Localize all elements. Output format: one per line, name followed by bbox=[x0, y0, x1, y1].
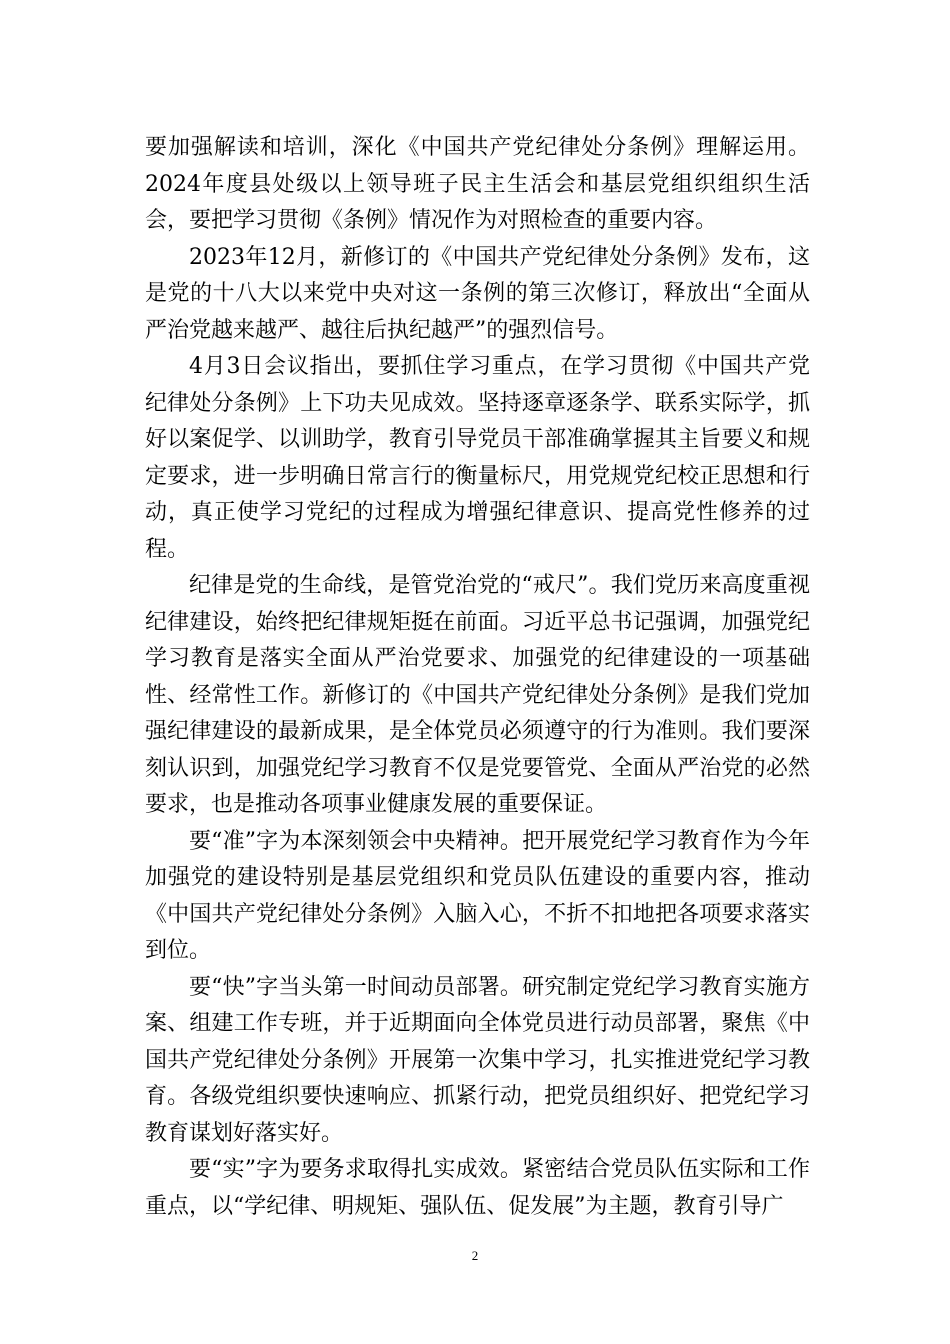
paragraph: 要“准”字为本深刻领会中央精神。把开展党纪学习教育作为今年加强党的建设特别是基层党组织和党员队伍建设的重要内容，推动《中国共产党纪律处分条例》入脑入心，不折不扣地把各项要求落实到位。 bbox=[145, 828, 810, 963]
paragraph: 要“快”字当头第一时间动员部署。研究制定党纪学习教育实施方案、组建工作专班，并于近期面向全体党员进行动员部署，聚焦《中国共产党纪律处分条例》开展第一次集中学习，扎实推进党纪学习教育。各级党组织要快速响应、抓紧行动，把党员组织好、把党纪学习教育谋划好落实好。 bbox=[145, 974, 810, 1146]
body-text bbox=[145, 130, 810, 1225]
paragraph: 4月3日会议指出，要抓住学习重点，在学习贯彻《中国共产党纪律处分条例》上下功夫见成效。坚持逐章逐条学、联系实际学，抓好以案促学、以训助学，教育引导党员干部准确掌握其主旨要义和规定要求，进一步明确日常言行的衡量标尺，用党规党纪校正思想和行动，真正使学习党纪的过程成为增强纪律意识、提高党性修养的过程。 bbox=[145, 354, 810, 562]
paragraph: 要“实”字为要务求取得扎实成效。紧密结合党员队伍实际和工作重点，以“学纪律、明规矩、强队伍、促发展”为主题，教育引导广 bbox=[145, 1157, 810, 1219]
paragraph-continued: 要加强解读和培训，深化《中国共产党纪律处分条例》理解运用。2024年度县处级以上领导班子民主生活会和基层党组织组织生活会，要把学习贯彻《条例》情况作为对照检查的重要内容。 bbox=[145, 135, 810, 233]
paragraph: 2023年12月，新修订的《中国共产党纪律处分条例》发布，这是党的十八大以来党中央对这一条例的第三次修订，释放出“全面从严治党越来越严、越往后执纪越严”的强烈信号。 bbox=[145, 244, 810, 343]
paragraph: 纪律是党的生命线，是管党治党的“戒尺”。我们党历来高度重视纪律建设，始终把纪律规矩挺在前面。习近平总书记强调，加强党纪学习教育是落实全面从严治党要求、加强党的纪律建设的一项基础性、经常性工作。新修订的《中国共产党纪律处分条例》是我们党加强纪律建设的最新成果，是全体党员必须遵守的行为准则。我们要深刻认识到，加强党纪学习教育不仅是党要管党、全面从严治党的必然要求，也是推动各项事业健康发展的重要保证。 bbox=[145, 573, 810, 817]
page-number: 2 bbox=[471, 1248, 479, 1263]
